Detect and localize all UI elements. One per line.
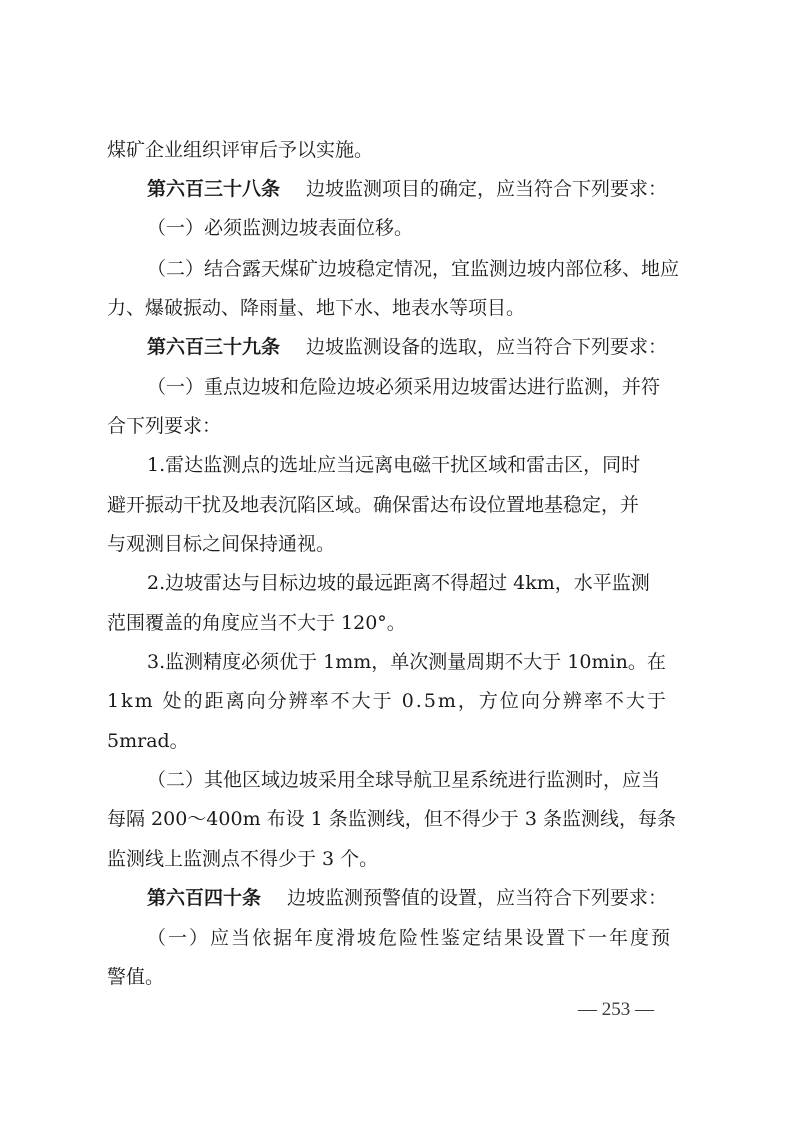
text-line: 监测线上监测点不得少于 3 个。	[107, 848, 379, 870]
text-line: （一）应当依据年度滑坡危险性鉴定结果设置下一年度预	[147, 927, 673, 949]
text-line: 与观测目标之间保持通视。	[107, 533, 336, 555]
article-text: 边坡监测设备的选取，应当符合下列要求：	[306, 336, 668, 358]
text-line: 避开振动干扰及地表沉陷区域。确保雷达布设位置地基稳定，并	[107, 494, 640, 516]
article-heading: 第六百三十八条	[147, 178, 281, 200]
text-line: 1.雷达监测点的选址应当远离电磁干扰区域和雷击区，同时	[147, 454, 641, 476]
text-line: 3.监测精度必须优于 1mm，单次测量周期不大于 10min。在	[147, 651, 666, 673]
text-line: （二）结合露天煤矿边坡稳定情况，宜监测边坡内部位移、地应	[147, 258, 680, 280]
text-line: 警值。	[107, 966, 165, 988]
article-640	[147, 884, 697, 912]
article-heading: 第六百三十九条	[147, 336, 281, 358]
text-line: 合下列要求：	[107, 415, 222, 437]
text-line: （一）重点边坡和危险边坡必须采用边坡雷达进行监测，并符	[147, 376, 661, 398]
article-638	[147, 175, 697, 203]
text-line: （一）必须监测边坡表面位移。	[147, 217, 414, 239]
text-line: （二）其他区域边坡采用全球导航卫星系统进行监测时，应当	[147, 769, 661, 791]
article-text: 边坡监测预警值的设置，应当符合下列要求：	[287, 887, 668, 909]
text-line: 力、爆破振动、降雨量、地下水、地表水等项目。	[107, 297, 526, 319]
text-line: 范围覆盖的角度应当不大于 120°。	[107, 612, 406, 634]
article-heading: 第六百四十条	[147, 887, 262, 909]
article-text: 边坡监测项目的确定，应当符合下列要求：	[306, 178, 668, 200]
text-line: 每隔 200～400m 布设 1 条监测线，但不得少于 3 条监测线，每条	[107, 808, 676, 830]
text-line: 5mrad。	[107, 730, 189, 752]
text-line: 2.边坡雷达与目标边坡的最远距离不得超过 4km，水平监测	[147, 572, 650, 594]
text-line: 1km 处的距离向分辨率不大于 0.5m，方位向分辨率不大于	[107, 690, 668, 712]
text-line: 煤矿企业组织评审后予以实施。	[107, 139, 374, 161]
article-639	[147, 333, 697, 361]
page-number: — 253 —	[578, 999, 654, 1020]
